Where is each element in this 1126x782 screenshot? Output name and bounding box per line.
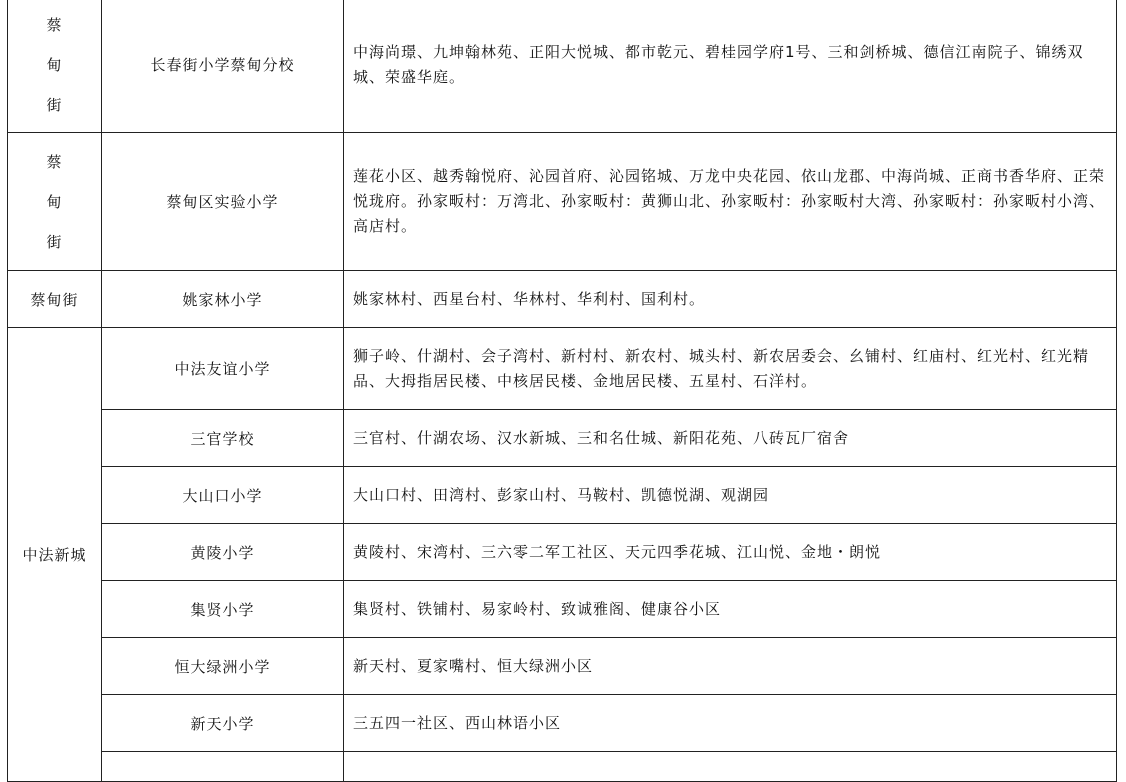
area-cell xyxy=(344,752,1117,782)
table-row xyxy=(8,638,1117,695)
street-cell: 蔡甸街 xyxy=(8,271,102,328)
school-cell: 三官学校 xyxy=(102,410,344,467)
table-row xyxy=(8,271,1117,328)
street-name: 蔡甸街 xyxy=(46,15,63,114)
school-cell: 长春街小学蔡甸分校 xyxy=(102,0,344,133)
table-row xyxy=(8,410,1117,467)
table-row xyxy=(8,133,1117,271)
table-row xyxy=(8,0,1117,133)
school-cell: 姚家林小学 xyxy=(102,271,344,328)
area-cell: 三官村、什湖农场、汉水新城、三和名仕城、新阳花苑、八砖瓦厂宿舍 xyxy=(344,410,1117,467)
area-cell: 大山口村、田湾村、彭家山村、马鞍村、凯德悦湖、观湖园 xyxy=(344,467,1117,524)
school-cell xyxy=(102,752,344,782)
table-row xyxy=(8,328,1117,410)
school-cell: 大山口小学 xyxy=(102,467,344,524)
area-cell: 狮子岭、什湖村、会子湾村、新村村、新农村、城头村、新农居委会、幺铺村、红庙村、红光村、红光精品、大拇指居民楼、中核居民楼、金地居民楼、五星村、石洋村。 xyxy=(344,328,1117,410)
area-cell: 姚家林村、西星台村、华林村、华利村、国利村。 xyxy=(344,271,1117,328)
school-district-table xyxy=(7,0,1117,782)
area-cell: 新天村、夏家嘴村、恒大绿洲小区 xyxy=(344,638,1117,695)
table-row xyxy=(8,752,1117,782)
table-row xyxy=(8,467,1117,524)
school-cell: 黄陵小学 xyxy=(102,524,344,581)
area-cell: 莲花小区、越秀翰悦府、沁园首府、沁园铭城、万龙中央花园、依山龙郡、中海尚城、正商书香华府、正荣悦珑府。孙家畈村：万湾北、孙家畈村：黄狮山北、孙家畈村：孙家畈村大湾、孙家畈村：孙家畈村小湾、高店村。 xyxy=(344,133,1117,271)
school-cell: 新天小学 xyxy=(102,695,344,752)
school-cell: 恒大绿洲小学 xyxy=(102,638,344,695)
school-cell: 集贤小学 xyxy=(102,581,344,638)
table-row xyxy=(8,695,1117,752)
street-cell xyxy=(8,0,102,133)
school-cell: 蔡甸区实验小学 xyxy=(102,133,344,271)
school-cell: 中法友谊小学 xyxy=(102,328,344,410)
area-cell: 集贤村、铁铺村、易家岭村、致诚雅阁、健康谷小区 xyxy=(344,581,1117,638)
street-cell: 中法新城 xyxy=(8,328,102,782)
area-cell: 中海尚璟、九坤翰林苑、正阳大悦城、都市乾元、碧桂园学府1号、三和剑桥城、德信江南院子、锦绣双城、荣盛华庭。 xyxy=(344,0,1117,133)
table-row xyxy=(8,524,1117,581)
street-cell xyxy=(8,133,102,271)
area-cell: 黄陵村、宋湾村、三六零二军工社区、天元四季花城、江山悦、金地・朗悦 xyxy=(344,524,1117,581)
area-cell: 三五四一社区、西山林语小区 xyxy=(344,695,1117,752)
street-name: 蔡甸街 xyxy=(46,152,63,251)
table-row xyxy=(8,581,1117,638)
